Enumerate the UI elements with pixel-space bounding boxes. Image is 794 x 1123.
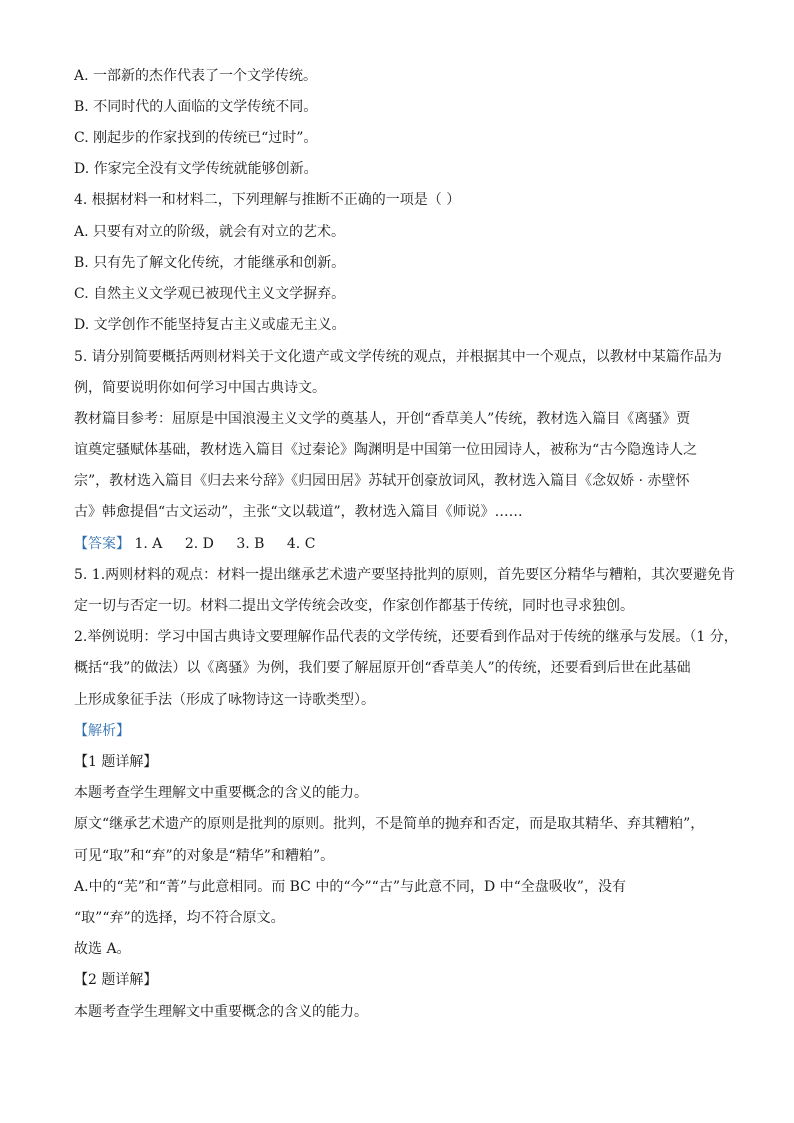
q5-stem-line2: 例，简要说明你如何学习中国古典诗文。 — [74, 380, 326, 396]
q1-detail-line4: A.中的“芜”和“菁”与此意相同。而 BC 中的“今”“古”与此意不同，D 中“全盘吸收”，没有 — [74, 879, 626, 895]
answer5-line1: 5. 1.两则材料的观点：材料一提出继承艺术遗产要坚持批判的原则，首先要区分精华与糟粕，其次要避免肯 — [74, 567, 736, 583]
q1-detail-heading: 【1 题详解】 — [74, 754, 158, 770]
q4-option-c: C. 自然主义文学观已被现代主义文学摒弃。 — [74, 286, 346, 302]
answer5-line2: 定一切与否定一切。材料二提出文学传统会改变，作家创作都基于传统，同时也寻求独创。 — [74, 598, 634, 614]
q1-detail-line3: 可见“取”和“弃”的对象是“精华”和糟粕”。 — [74, 848, 335, 864]
q5-reference-line4: 古》韩愈提倡“古文运动”，主张“文以载道”，教材选入篇目《师说》…… — [74, 504, 523, 520]
q5-reference-line3: 宗”，教材选入篇目《归去来兮辞》《归园田居》苏轼开创豪放词风，教材选入篇目《念奴娇 · 赤壁怀 — [74, 473, 690, 489]
q5-reference-line2: 谊奠定骚赋体基础，教材选入篇目《过秦论》陶渊明是中国第一位田园诗人，被称为“古今隐逸诗人之 — [74, 442, 698, 458]
answer5-line5: 上形成象征手法（形成了咏物诗这一诗歌类型）。 — [74, 692, 375, 708]
q5-stem-line1: 5. 请分别简要概括两则材料关于文化遗产或文学传统的观点，并根据其中一个观点，以教材中某篇作品为 — [74, 349, 722, 365]
q1-detail-line6: 故选 A。 — [74, 941, 131, 957]
q1-detail-line1: 本题考查学生理解文中重要概念的含义的能力。 — [74, 785, 368, 801]
q2-detail-heading: 【2 题详解】 — [74, 972, 158, 988]
analysis-label: 【解析】 — [74, 723, 130, 739]
q1-detail-line2: 原文“继承艺术遗产的原则是批判的原则。批判，不是简单的抛弃和否定，而是取其精华、弃其糟粕”， — [74, 816, 705, 832]
q5-reference-line1: 教材篇目参考：屈原是中国浪漫主义文学的奠基人，开创“香草美人”传统，教材选入篇目《离骚》贾 — [74, 411, 691, 427]
q3-option-d: D. 作家完全没有文学传统就能够创新。 — [74, 161, 318, 177]
q4-stem: 4. 根据材料一和材料二，下列理解与推断不正确的一项是（ ） — [74, 192, 461, 208]
answer-row — [74, 535, 734, 553]
q3-option-b: B. 不同时代的人面临的文学传统不同。 — [74, 99, 318, 115]
q2-detail-line1: 本题考查学生理解文中重要概念的含义的能力。 — [74, 1004, 368, 1020]
q4-option-d: D. 文学创作不能坚持复古主义或虚无主义。 — [74, 317, 346, 333]
answer-item-3: 3. B — [236, 536, 265, 552]
answer5-line3: 2.举例说明：学习中国古典诗文要理解作品代表的文学传统，还要看到作品对于传统的继承与发展。（1 分， — [74, 629, 738, 645]
answer-item-2: 2. D — [184, 536, 214, 552]
answer-label: 【答案】 — [74, 536, 130, 552]
q3-option-a: A. 一部新的杰作代表了一个文学传统。 — [74, 68, 318, 84]
answer-item-4: 4. C — [286, 536, 316, 552]
q4-option-a: A. 只要有对立的阶级，就会有对立的艺术。 — [74, 224, 346, 240]
q1-detail-line5: “取”“弃”的选择，均不符合原文。 — [74, 910, 285, 926]
answer-item-1: 1. A — [134, 536, 163, 552]
q4-option-b: B. 只有先了解文化传统，才能继承和创新。 — [74, 255, 346, 271]
q3-option-c: C. 刚起步的作家找到的传统已“过时”。 — [74, 130, 318, 146]
answer5-line4: 概括“我”的做法）以《离骚》为例，我们要了解屈原开创“香草美人”的传统，还要看到后世在此基础 — [74, 660, 691, 676]
